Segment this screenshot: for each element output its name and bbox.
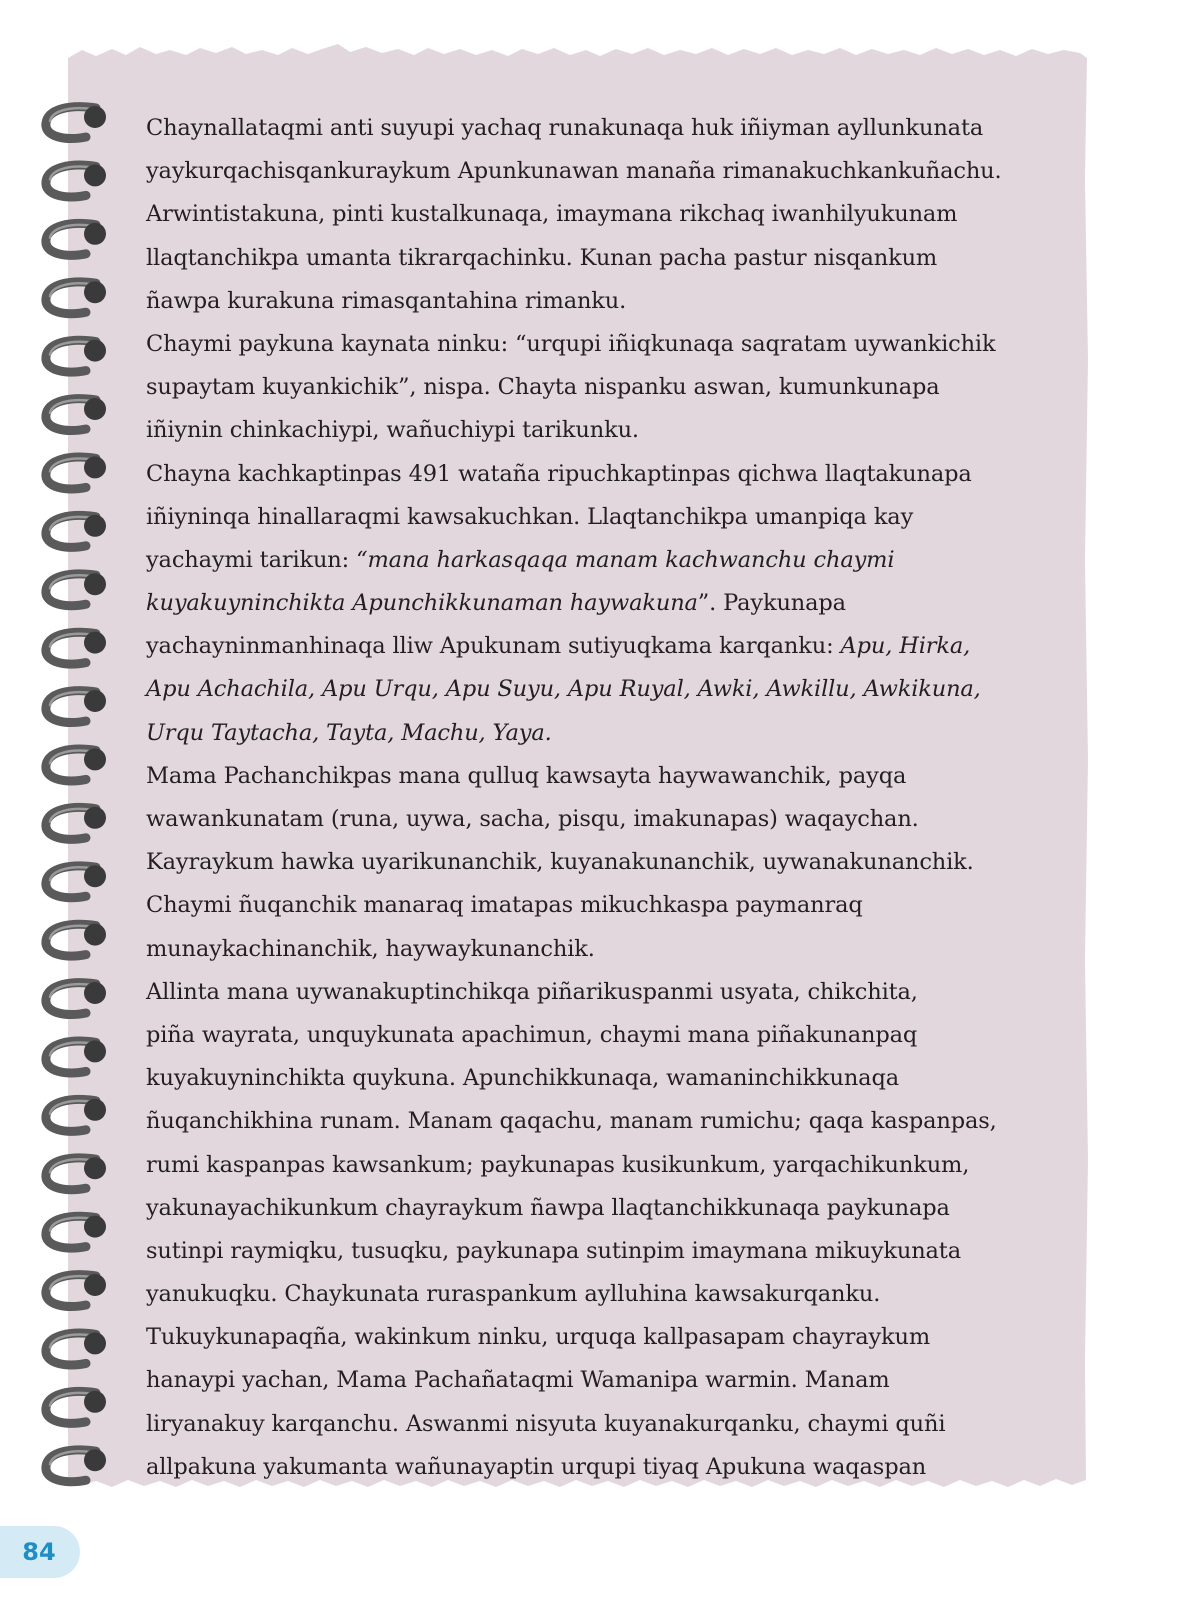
text-line — [146, 1100, 1081, 1143]
text-segment: yachaymi tarikun: — [146, 546, 357, 573]
text-line — [146, 1230, 1081, 1273]
text-segment: Chayna kachkaptinpas 491 wataña ripuchkaptinpas qichwa llaqtakunapa — [146, 460, 972, 487]
text-line — [146, 928, 1081, 971]
text-segment: llaqtanchikpa umanta tikrarqachinku. Kunan pacha pastur nisqankum — [146, 244, 938, 271]
text-segment: liryanakuy karqanchu. Aswanmi nisyuta kuyanakurqanku, chaymi quñi — [146, 1410, 946, 1437]
text-segment: Tukuykunapaqña, wakinkum ninku, urquqa kallpasapam chayraykum — [146, 1324, 931, 1351]
text-line — [146, 755, 1081, 798]
text-line — [146, 539, 1081, 582]
text-line — [146, 712, 1081, 755]
text-line — [146, 193, 1081, 236]
text-segment: supaytam kuyankichik”, nispa. Chayta nispanku aswan, kumunkunapa — [146, 374, 940, 401]
text-segment: Mama Pachanchikpas mana qulluq kawsayta haywawanchik, payqa — [146, 762, 907, 789]
text-line — [146, 1014, 1081, 1057]
text-line — [146, 496, 1081, 539]
text-segment: hanaypi yachan, Mama Pachañataqmi Wamanipa warmin. Manam — [146, 1367, 890, 1394]
text-segment: yaykurqachisqankuraykum Apunkunawan manaña rimanakuchkankuñachu. — [146, 158, 1002, 185]
text-segment: yachayninmanhinaqa lliw Apukunam sutiyuqkama karqanku: — [146, 633, 841, 660]
text-line — [146, 1273, 1081, 1316]
text-segment: yakunayachikunkum chayraykum ñawpa llaqtanchikkunaqa paykunapa — [146, 1194, 950, 1221]
text-segment: kuyakuyninchikta quykuna. Apunchikkunaqa, wamaninchikkunaqa — [146, 1065, 899, 1092]
text-line — [146, 323, 1081, 366]
text-line — [146, 237, 1081, 280]
text-line — [146, 280, 1081, 323]
text-segment: Chaymi paykuna kaynata ninku: “urqupi iñiqkunaqa saqratam uywankichik — [146, 330, 996, 357]
text-line — [146, 366, 1081, 409]
text-segment: rumi kaspanpas kawsankum; paykunapas kusikunkum, yarqachikunkum, — [146, 1151, 970, 1178]
text-line — [146, 453, 1081, 496]
italic-text-segment: Apu, Hirka, — [840, 633, 971, 660]
italic-text-segment: “mana harkasqaqa manam kachwanchu chaymi — [356, 546, 895, 573]
text-segment: Allinta mana uywanakuptinchikqa piñarikuspanmi usyata, chikchita, — [146, 978, 918, 1005]
text-line — [146, 1359, 1081, 1402]
italic-text-segment: Apu Achachila, Apu Urqu, Apu Suyu, Apu Ruyal, Awki, Awkillu, Awkikuna, — [146, 676, 981, 703]
text-line — [146, 971, 1081, 1014]
text-segment: Chaymi ñuqanchik manaraq imatapas mikuchkaspa paymanraq — [146, 892, 863, 919]
text-segment: ñawpa kurakuna rimasqantahina rimanku. — [146, 287, 627, 314]
text-segment: iñiynin chinkachiypi, wañuchiypi tarikunku. — [146, 417, 639, 444]
text-segment: ñuqanchikhina runam. Manam qaqachu, manam rumichu; qaqa kaspanpas, — [146, 1108, 997, 1135]
text-segment: allpakuna yakumanta wañunayaptin urqupi tiyaq Apukuna waqaspan — [146, 1453, 927, 1480]
text-line — [146, 668, 1081, 711]
text-segment: piña wayrata, unquykunata apachimun, chaymi mana piñakunanpaq — [146, 1021, 918, 1048]
page-number-tab — [0, 1526, 80, 1578]
text-segment: Kayraykum hawka uyarikunanchik, kuyanakunanchik, uywanakunanchik. — [146, 849, 974, 876]
text-line — [146, 150, 1081, 193]
text-line — [146, 1446, 1081, 1489]
text-line — [146, 1403, 1081, 1446]
text-line — [146, 625, 1081, 668]
text-line — [146, 582, 1081, 625]
body-text — [146, 107, 1081, 1489]
text-segment: yanukuqku. Chaykunata ruraspankum aylluhina kawsakurqanku. — [146, 1281, 881, 1308]
italic-text-segment: Urqu Taytacha, Tayta, Machu, Yaya. — [146, 719, 552, 746]
text-segment: Arwintistakuna, pinti kustalkunaqa, imaymana rikchaq iwanhilyukunam — [146, 201, 958, 228]
text-segment: wawankunatam (runa, uywa, sacha, pisqu, imakunapas) waqaychan. — [146, 806, 919, 832]
text-segment: sutinpi raymiqku, tusuqku, paykunapa sutinpim imaymana mikuykunata — [146, 1237, 961, 1264]
text-segment: Chaynallataqmi anti suyupi yachaq runakunaqa huk iñiyman ayllunkunata — [146, 115, 984, 141]
text-line — [146, 1316, 1081, 1359]
italic-text-segment: kuyakuyninchikta Apunchikkunaman haywakuna — [146, 590, 698, 617]
text-line — [146, 1144, 1081, 1187]
text-line — [146, 841, 1081, 884]
text-line — [146, 107, 1081, 150]
text-segment: ”. Paykunapa — [697, 590, 846, 617]
text-line — [146, 1057, 1081, 1100]
text-line — [146, 884, 1081, 927]
page-number: 84 — [22, 1538, 56, 1566]
text-line — [146, 409, 1081, 452]
text-segment: iñiyninqa hinallaraqmi kawsakuchkan. Llaqtanchikpa umanpiqa kay — [146, 503, 914, 530]
text-line — [146, 798, 1081, 841]
text-line — [146, 1187, 1081, 1230]
text-segment: munaykachinanchik, haywaykunanchik. — [146, 935, 595, 962]
